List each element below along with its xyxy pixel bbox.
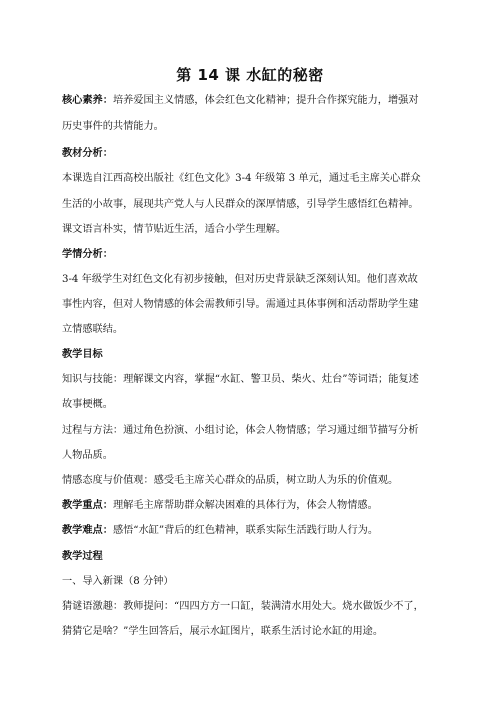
goal-knowledge-line-2: 故事梗概。 [62, 399, 113, 410]
core-literacy-text: 培养爱国主义情感，体会红色文化精神；提升合作探究能力，增强对 [112, 95, 419, 106]
difficulty-label: 教学难点： [62, 525, 113, 536]
student-analysis-heading: 学情分析： [62, 249, 113, 260]
goal-knowledge-line-1: 知识与技能：理解课文内容，掌握“水缸、警卫员、柴火、灶台”等词语；能复述 [62, 374, 419, 385]
core-literacy-label: 核心素养： [62, 95, 113, 106]
step1-line-1: 猜谜语激趣：教师提问：“四四方方一口缸，装满清水用处大。烧水做饭少不了， [62, 601, 424, 612]
material-analysis-line-2: 生活的小故事，展现共产党人与人民群众的深厚情感，引导学生感悟红色精神。 [62, 199, 419, 210]
step1-line-2: 猜猜它是啥？”学生回答后，展示水缸图片，联系生活讨论水缸的用途。 [62, 626, 384, 637]
key-point-label: 教学重点： [62, 500, 113, 511]
core-literacy-line-2: 历史事件的共情能力。 [62, 121, 164, 132]
student-analysis-line-1: 3-4 年级学生对红色文化有初步接触，但对历史背景缺乏深刻认知。他们喜欢故 [62, 274, 418, 285]
core-literacy-line [62, 94, 462, 108]
material-analysis-line-1: 本课选自江西高校出版社《红色文化》3-4 年级第 3 单元，通过毛主席关心群众 [62, 173, 421, 184]
step1-heading: 一、导入新课（8 分钟） [62, 576, 174, 587]
difficulty-text: 感悟“水缸”背后的红色精神，联系实际生活践行助人行为。 [112, 525, 379, 536]
material-analysis-heading: 教材分析： [62, 148, 113, 159]
goal-process-line-2: 人物品质。 [62, 450, 113, 461]
lesson-title: 第 14 课 水缸的秘密 [176, 66, 324, 84]
student-analysis-line-2: 事性内容，但对人物情感的体会需教师引导。需通过具体事例和活动帮助学生建 [62, 299, 419, 310]
key-point-text: 理解毛主席帮助群众解决困难的具体行为，体会人物情感。 [112, 500, 378, 511]
goal-emotion-line: 情感态度与价值观：感受毛主席关心群众的品质，树立助人为乐的价值观。 [62, 475, 399, 486]
material-analysis-line-3: 课文语言朴实，情节贴近生活，适合小学生理解。 [62, 224, 287, 235]
goal-process-line-1: 过程与方法：通过角色扮演、小组讨论，体会人物情感；学习通过细节描写分析 [62, 425, 419, 436]
key-point-line [62, 499, 462, 513]
student-analysis-line-3: 立情感联结。 [62, 324, 124, 335]
teaching-process-heading: 教学过程 [62, 551, 103, 562]
teaching-goals-heading: 教学目标 [62, 349, 103, 360]
difficulty-line [62, 524, 462, 538]
